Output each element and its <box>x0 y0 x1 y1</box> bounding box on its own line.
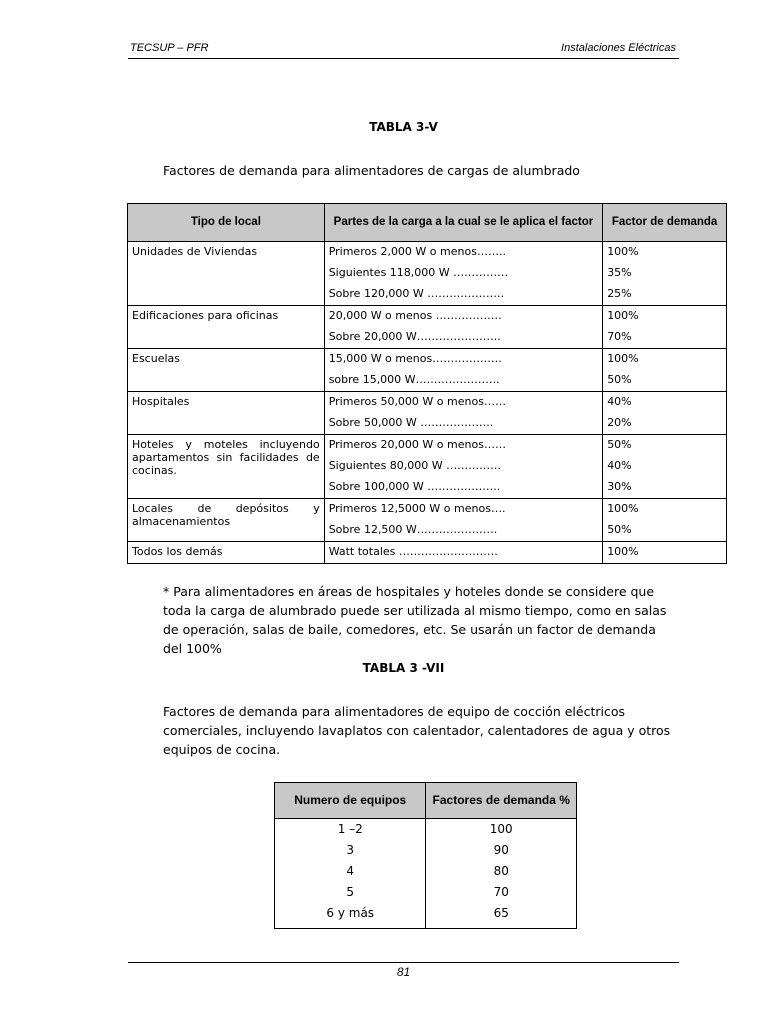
column-header: Factor de demanda <box>603 204 727 242</box>
column-header: Numero de equipos <box>275 783 426 819</box>
demand-factor-cell: 35% <box>603 263 727 284</box>
table-row <box>128 349 727 371</box>
demand-factor-cell: 100% <box>603 306 727 328</box>
demand-factor-cell: 70% <box>603 327 727 349</box>
local-type-cell: Escuelas <box>128 349 325 392</box>
table-row <box>275 903 577 929</box>
table-v-caption: Factores de demanda para alimentadores de cargas de alumbrado <box>163 163 580 178</box>
demand-factor-cell: 100% <box>603 542 727 564</box>
column-header: Partes de la carga a la cual se le aplica el factor <box>324 204 602 242</box>
table-vii-caption: Factores de demanda para alimentadores de equipo de cocción eléctricos comerciales, incluyendo lavaplatos con calentador, calentadores de agua y otros equipos de cocina. <box>163 704 671 757</box>
column-header: Factores de demanda % <box>426 783 577 819</box>
equipment-count-cell: 6 y más <box>275 903 426 929</box>
load-part-cell: Sobre 50,000 W ……………….. <box>324 413 602 435</box>
load-part-cell: Sobre 12,500 W…………………. <box>324 520 602 542</box>
table-vii-title: TABLA 3 -VII <box>362 661 445 675</box>
demand-factor-cell: 50% <box>603 435 727 457</box>
header-right-text: Instalaciones Eléctricas <box>561 42 676 54</box>
load-part-cell: Primeros 2,000 W o menos…….. <box>324 242 602 264</box>
table-row <box>128 435 727 457</box>
load-part-cell: Sobre 20,000 W………………….. <box>324 327 602 349</box>
table-row <box>128 542 727 564</box>
demand-factor-cell: 80 <box>426 861 577 882</box>
load-part-cell: Sobre 120,000 W ………………… <box>324 284 602 306</box>
load-part-cell: Siguientes 118,000 W …………… <box>324 263 602 284</box>
table-v-title: TABLA 3-V <box>369 120 438 134</box>
local-type-cell: Locales de depósitos y almacenamientos <box>128 499 325 542</box>
load-part-cell: Sobre 100,000 W ……………….. <box>324 477 602 499</box>
table-row <box>275 840 577 861</box>
load-part-cell: Primeros 12,5000 W o menos…. <box>324 499 602 521</box>
load-part-cell: 15,000 W o menos………………. <box>324 349 602 371</box>
equipment-count-cell: 1 –2 <box>275 819 426 841</box>
demand-factor-cell: 65 <box>426 903 577 929</box>
demand-factor-cell: 100% <box>603 349 727 371</box>
demand-factor-cell: 100% <box>603 499 727 521</box>
table-row <box>275 861 577 882</box>
local-type-cell: Todos los demás <box>128 542 325 564</box>
demand-factor-cell: 20% <box>603 413 727 435</box>
table-header-row <box>128 204 727 242</box>
equipment-count-cell: 3 <box>275 840 426 861</box>
table-v-note: * Para alimentadores en áreas de hospitales y hoteles donde se considere que toda la carga de alumbrado puede ser utilizada al mismo tiempo, como en salas de operación, salas de baile, comedores, etc. Se usarán un factor de demanda del 100% <box>163 584 667 656</box>
header-left-text: TECSUP – PFR <box>130 42 209 54</box>
load-part-cell: Primeros 50,000 W o menos…… <box>324 392 602 414</box>
demand-factor-cell: 70 <box>426 882 577 903</box>
footer-divider <box>128 962 679 963</box>
column-header: Tipo de local <box>128 204 325 242</box>
load-part-cell: 20,000 W o menos ……………… <box>324 306 602 328</box>
load-part-cell: Watt totales ……………………… <box>324 542 602 564</box>
demand-factor-cell: 100% <box>603 242 727 264</box>
table-row <box>275 819 577 841</box>
demand-factors-lighting-table <box>127 203 727 564</box>
table-row <box>128 306 727 328</box>
table-row <box>275 882 577 903</box>
demand-factor-cell: 100 <box>426 819 577 841</box>
load-part-cell: sobre 15,000 W………………….. <box>324 370 602 392</box>
local-type-cell: Unidades de Viviendas <box>128 242 325 306</box>
demand-factors-cooking-table <box>274 782 577 929</box>
demand-factor-cell: 40% <box>603 392 727 414</box>
equipment-count-cell: 4 <box>275 861 426 882</box>
page-number: 81 <box>396 965 411 979</box>
local-type-cell: Edificaciones para oficinas <box>128 306 325 349</box>
load-part-cell: Primeros 20,000 W o menos…… <box>324 435 602 457</box>
demand-factor-cell: 40% <box>603 456 727 477</box>
equipment-count-cell: 5 <box>275 882 426 903</box>
local-type-cell: Hospitales <box>128 392 325 435</box>
table-row <box>128 499 727 521</box>
table-header-row <box>275 783 577 819</box>
load-part-cell: Siguientes 80,000 W …………… <box>324 456 602 477</box>
table-row <box>128 242 727 264</box>
demand-factor-cell: 90 <box>426 840 577 861</box>
header-divider <box>128 58 679 59</box>
table-row <box>128 392 727 414</box>
demand-factor-cell: 50% <box>603 370 727 392</box>
demand-factor-cell: 50% <box>603 520 727 542</box>
local-type-cell: Hoteles y moteles incluyendo apartamentos sin facilidades de cocinas. <box>128 435 325 499</box>
demand-factor-cell: 25% <box>603 284 727 306</box>
demand-factor-cell: 30% <box>603 477 727 499</box>
